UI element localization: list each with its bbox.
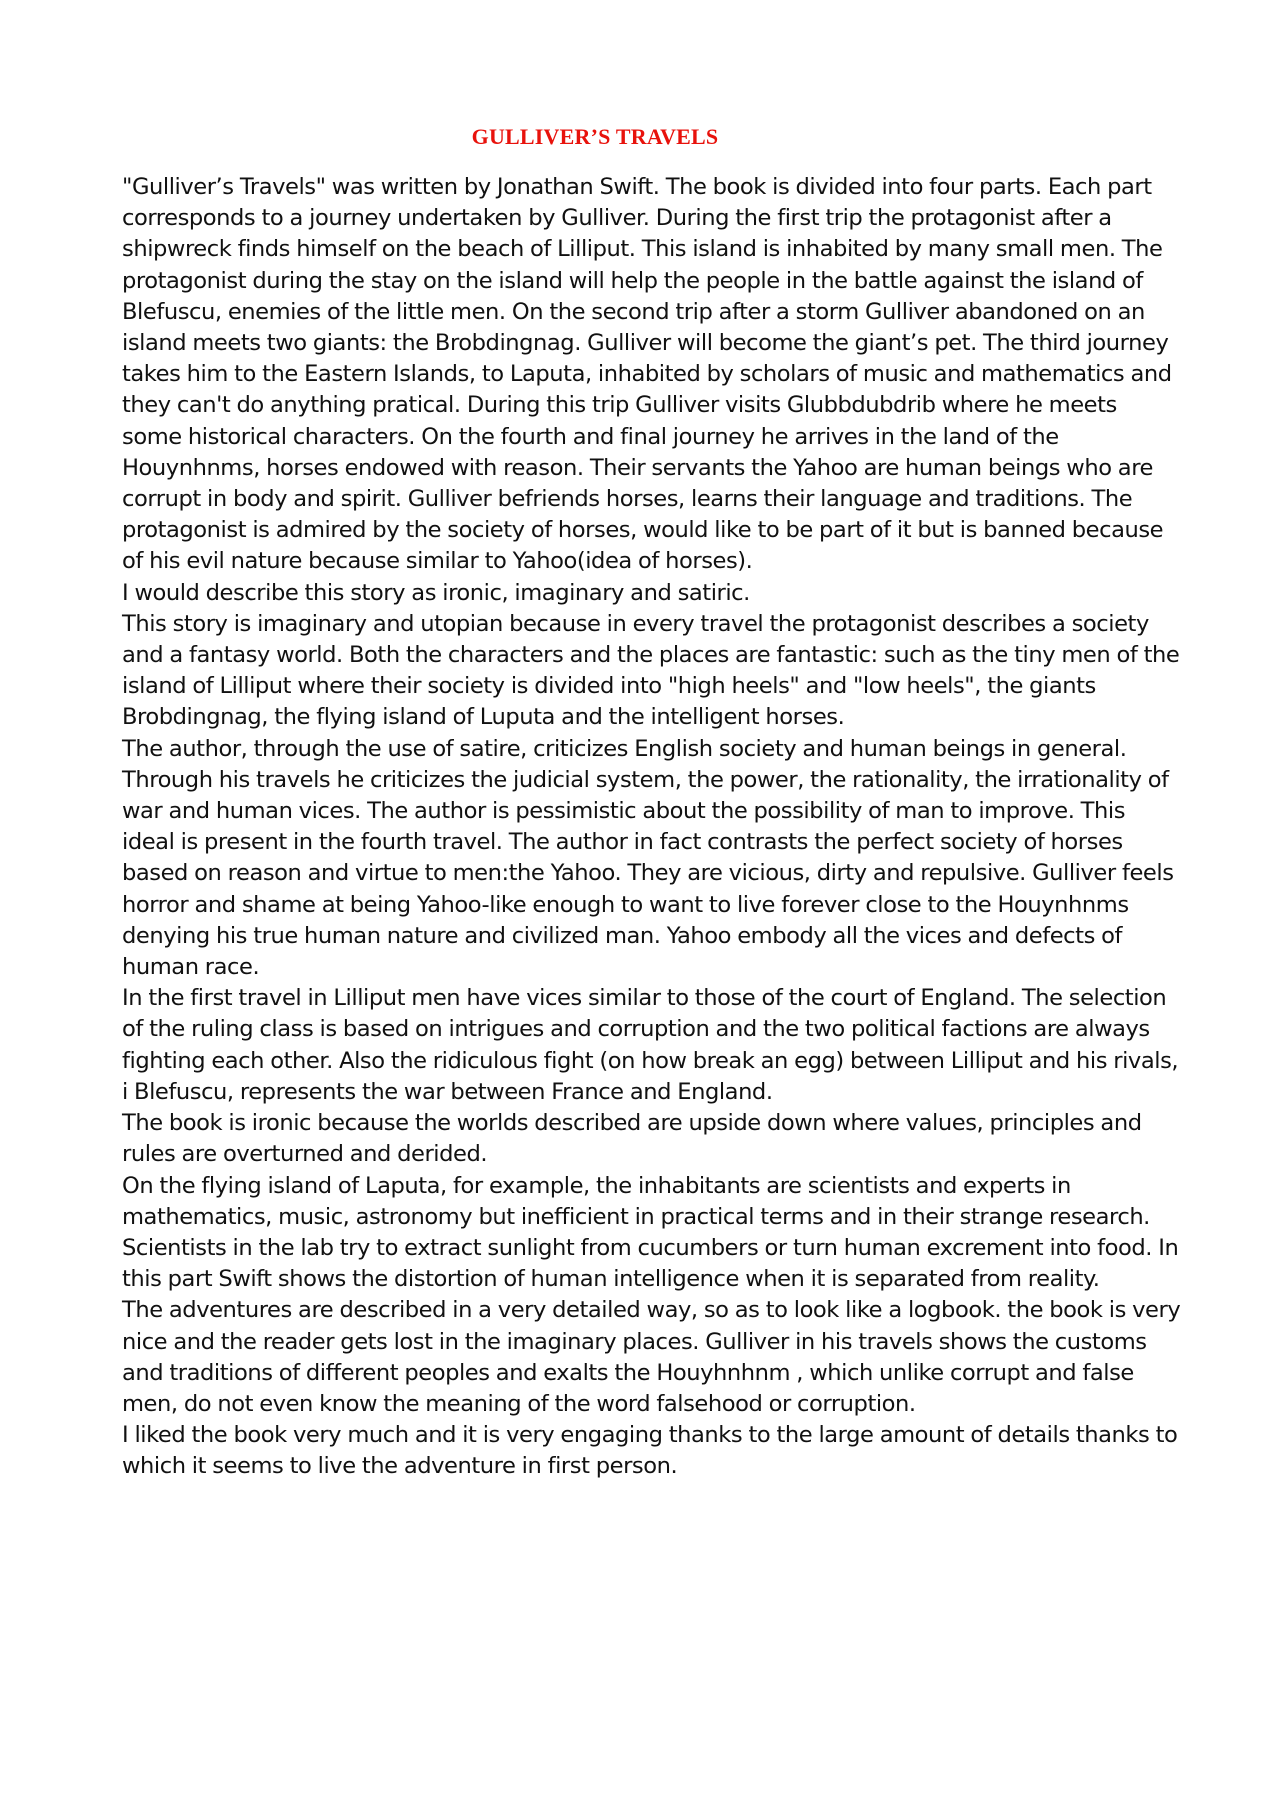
- document-body: [122, 172, 1182, 1483]
- paragraph-adventures: The adventures are described in a very detailed way, so as to look like a logbook. the book is very nice and the reader gets lost in the imaginary places. Gulliver in his travels shows the customs and traditions of different peoples and exalts the Houyhnhnm , which unlike corrupt and false men, do not even know the meaning of the word falsehood or corruption.: [122, 1297, 1181, 1417]
- paragraph-summary: "Gulliver’s Travels" was written by Jonathan Swift. The book is divided into four parts. Each part corresponds to a journey undertaken by Gulliver. During the first trip the protagonist after a shipwreck finds himself on the beach of Lilliput. This island is inhabited by many small men. The protagonist during the stay on the island will help the people in the battle against the island of Blefuscu, enemies of the little men. On the second trip after a storm Gulliver abandoned on an island meets two giants: the Brobdingnag. Gulliver will become the giant’s pet. The third journey takes him to the Eastern Islands, to Laputa, inhabited by scholars of music and mathematics and they can't do anything pratical. During this trip Gulliver visits Glubbdubdrib where he meets some historical characters. On the fourth and final journey he arrives in the land of the Houynhnms, horses endowed with reason. Their servants the Yahoo are human beings who are corrupt in body and spirit. Gulliver befriends horses, learns their language and traditions. The protagonist is admired by the society of horses, would like to be part of it but is banned because of his evil nature because similar to Yahoo(idea of horses).: [122, 174, 1172, 575]
- paragraph-imaginary: This story is imaginary and utopian because in every travel the protagonist describes a society and a fantasy world. Both the characters and the places are fantastic: such as the tiny men of the island of Lilliput where their society is divided into "high heels" and "low heels", the giants Brobdingnag, the flying island of Luputa and the intelligent horses.: [122, 610, 1180, 731]
- paragraph-ironic: The book is ironic because the worlds described are upside down where values, principles and rules are overturned and derided.: [122, 1110, 1142, 1168]
- paragraph-description: I would describe this story as ironic, imaginary and satiric.: [122, 579, 750, 606]
- paragraph-laputa: On the flying island of Laputa, for example, the inhabitants are scientists and experts in mathematics, music, astronomy but inefficient in practical terms and in their strange research. Scientists in the lab try to extract sunlight from cucumbers or turn human excrement into food. In this part Swift shows the distortion of human intelligence when it is separated from reality.: [122, 1172, 1179, 1293]
- paragraph-satire: The author, through the use of satire, criticizes English society and human beings in general. Through his travels he criticizes the judicial system, the power, the rationality, the irrationality of war and human vices. The author is pessimistic about the possibility of man to improve. This ideal is present in the fourth travel. The author in fact contrasts the perfect society of horses based on reason and virtue to men:the Yahoo. They are vicious, dirty and repulsive. Gulliver feels horror and shame at being Yahoo-like enough to want to live forever close to the Houynhnms denying his true human nature and civilized man. Yahoo embody all the vices and defects of human race.: [122, 735, 1174, 981]
- paragraph-lilliput: In the first travel in Lilliput men have vices similar to those of the court of England. The selection of the ruling class is based on intrigues and corruption and the two political factions are always fighting each other. Also the ridiculous fight (on how break an egg) between Lilliput and his rivals, i Blefuscu, represents the war between France and England.: [122, 985, 1179, 1105]
- paragraph-opinion: I liked the book very much and it is very engaging thanks to the large amount of details thanks to which it seems to live the adventure in first person.: [122, 1422, 1178, 1480]
- document-title: GULLIVER’S TRAVELS: [471, 124, 719, 149]
